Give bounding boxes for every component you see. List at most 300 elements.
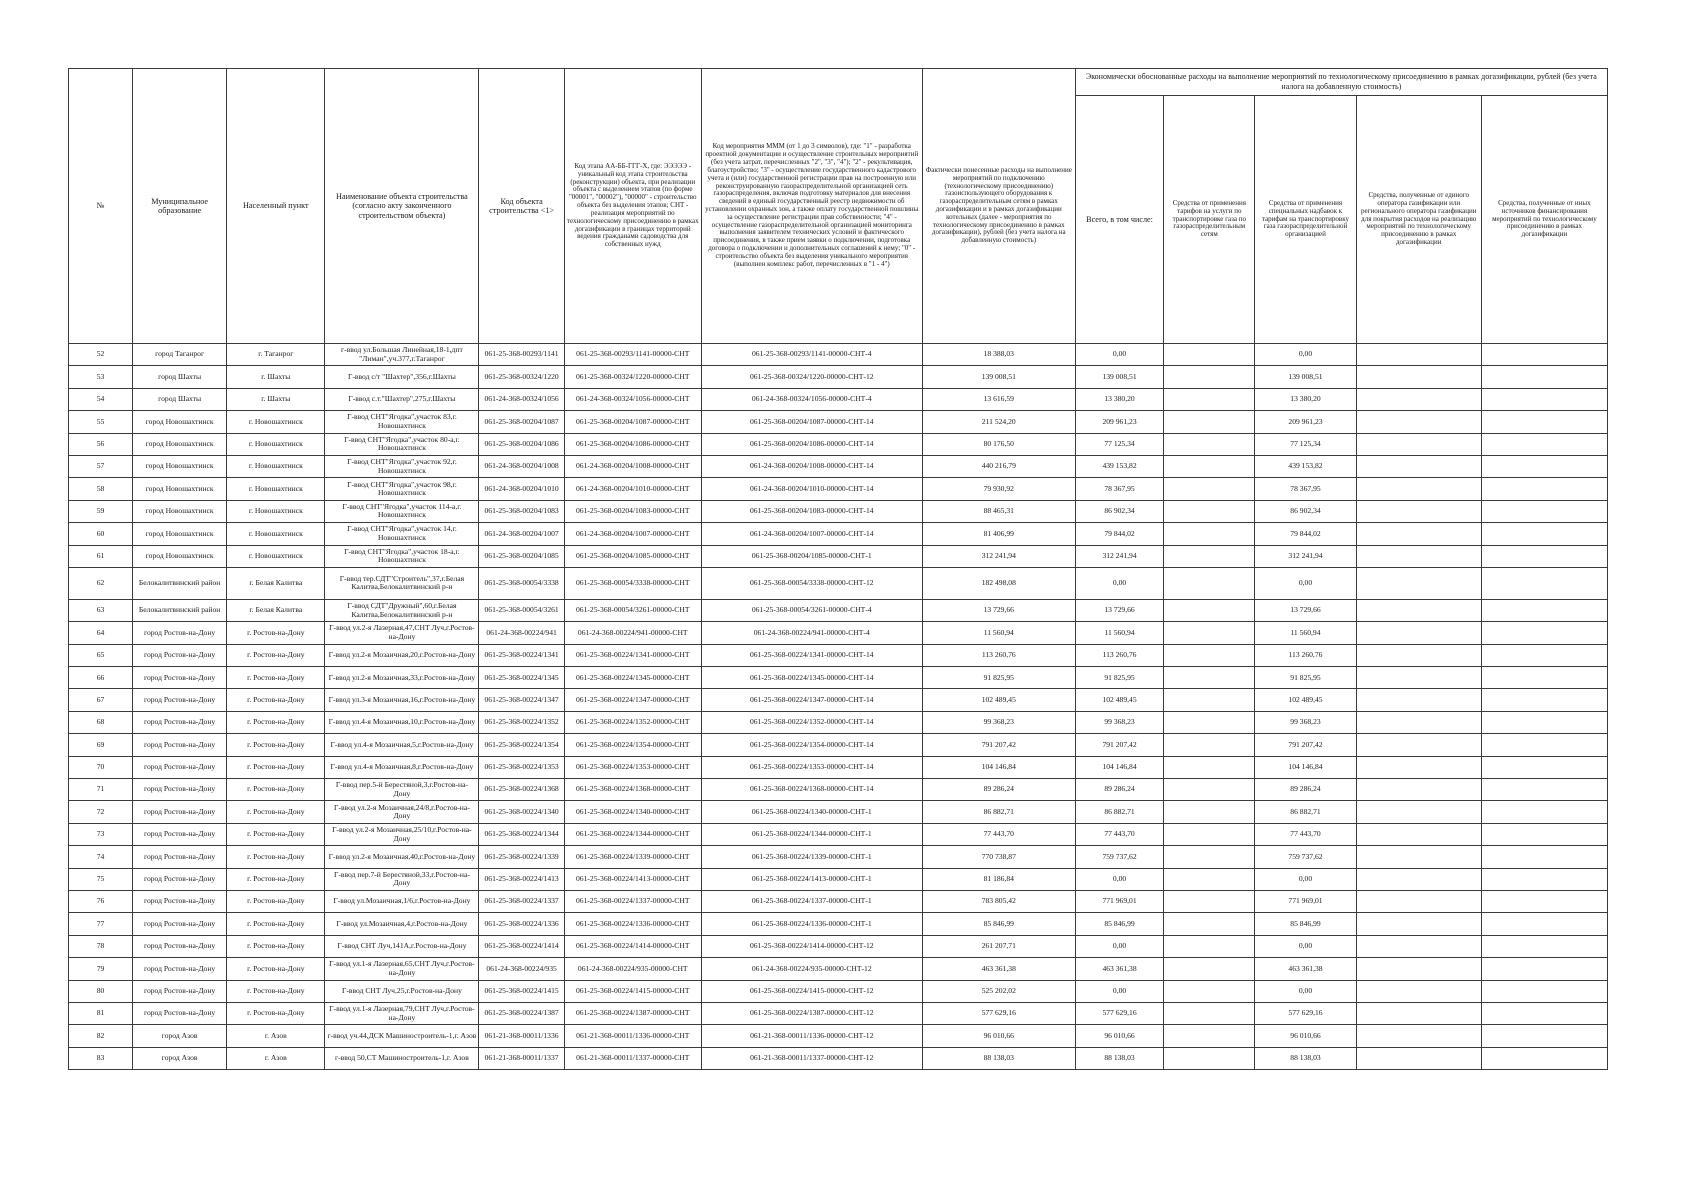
table-row: [69, 823, 1608, 845]
cell-tariff-funds: [1164, 433, 1255, 455]
cell-total: 104 146,84: [1075, 756, 1164, 778]
cell-actual-costs: 525 202,02: [922, 980, 1075, 1002]
cell-municipality: город Шахты: [133, 388, 227, 410]
cell-stage-code: 061-25-368-00224/1413-00000-СНТ: [564, 868, 701, 890]
cell-total: 0,00: [1075, 344, 1164, 366]
table-row: [69, 567, 1608, 599]
cell-municipality: Белокалитвинский район: [133, 599, 227, 621]
cell-object-name: Г-ввод ул.2-я Лазерная,47,СНТ Луч,г.Ростов-на-Дону: [325, 622, 479, 644]
cell-locality: г. Ростов-на-Дону: [227, 801, 325, 823]
col-header-total: Всего, в том числе:: [1075, 96, 1164, 344]
col-header-num: №: [69, 69, 133, 344]
cell-locality: г. Азов: [227, 1025, 325, 1047]
cell-locality: г. Ростов-на-Дону: [227, 980, 325, 1002]
cell-locality: г. Ростов-на-Дону: [227, 868, 325, 890]
cell-total: 77 443,70: [1075, 823, 1164, 845]
cell-total: 102 489,45: [1075, 689, 1164, 711]
cell-object-name: Г-ввод СНТ"Ягодка",участок 80-а,г. Новошахтинск: [325, 433, 479, 455]
cell-total: 312 241,94: [1075, 545, 1164, 567]
table-row: [69, 500, 1608, 522]
cell-operator-funds: [1356, 711, 1481, 733]
cell-total: 88 138,03: [1075, 1047, 1164, 1069]
cell-surcharge-funds: 139 008,51: [1255, 366, 1357, 388]
cell-municipality: город Новошахтинск: [133, 433, 227, 455]
cell-actual-costs: 211 524,20: [922, 411, 1075, 433]
cell-locality: г. Ростов-на-Дону: [227, 1002, 325, 1024]
cell-locality: г. Ростов-на-Дону: [227, 622, 325, 644]
cell-object-code: 061-24-368-00224/935: [479, 958, 564, 980]
cell-total: 86 902,34: [1075, 500, 1164, 522]
cell-surcharge-funds: 791 207,42: [1255, 734, 1357, 756]
table-row: [69, 890, 1608, 912]
table-row: [69, 545, 1608, 567]
cell-stage-code: 061-25-368-00224/1414-00000-СНТ: [564, 935, 701, 957]
cell-surcharge-funds: 463 361,38: [1255, 958, 1357, 980]
cell-object-name: Г-ввод СДТ"Дружный",60,г.Белая Калитва,Белокалитвинский р-н: [325, 599, 479, 621]
cell-event-code: 061-25-368-00224/1341-00000-СНТ-14: [701, 644, 922, 666]
cell-stage-code: 061-21-368-00011/1336-00000-СНТ: [564, 1025, 701, 1047]
cell-num: 67: [69, 689, 133, 711]
cell-locality: г. Новошахтинск: [227, 411, 325, 433]
cell-locality: г. Новошахтинск: [227, 500, 325, 522]
cell-object-code: 061-25-368-00324/1220: [479, 366, 564, 388]
cell-num: 75: [69, 868, 133, 890]
cell-stage-code: 061-25-368-00054/3261-00000-СНТ: [564, 599, 701, 621]
cell-tariff-funds: [1164, 644, 1255, 666]
cell-operator-funds: [1356, 935, 1481, 957]
cell-tariff-funds: [1164, 567, 1255, 599]
col-header-locality: Населенный пункт: [227, 69, 325, 344]
cell-event-code: 061-25-368-00224/1336-00000-СНТ-1: [701, 913, 922, 935]
cell-operator-funds: [1356, 801, 1481, 823]
cell-object-name: Г-ввод СНТ Луч,141А,г.Ростов-на-Дону: [325, 935, 479, 957]
cell-municipality: город Ростов-на-Дону: [133, 689, 227, 711]
cell-actual-costs: 85 846,99: [922, 913, 1075, 935]
table-row: [69, 622, 1608, 644]
cell-actual-costs: 783 805,42: [922, 890, 1075, 912]
cell-surcharge-funds: 77 125,34: [1255, 433, 1357, 455]
cell-object-code: 061-25-368-00204/1083: [479, 500, 564, 522]
cell-locality: г. Новошахтинск: [227, 545, 325, 567]
cell-tariff-funds: [1164, 545, 1255, 567]
cell-surcharge-funds: 13 380,20: [1255, 388, 1357, 410]
cell-municipality: город Ростов-на-Дону: [133, 667, 227, 689]
cell-other-funds: [1481, 846, 1607, 868]
cell-object-name: Г-ввод СНТ"Ягодка",участок 114-а,г. Новошахтинск: [325, 500, 479, 522]
cell-object-name: г-ввод ул.Большая Линейная,18-1,дпт "Лиман",уч.377,г.Таганрог: [325, 344, 479, 366]
cell-operator-funds: [1356, 599, 1481, 621]
cell-other-funds: [1481, 823, 1607, 845]
costs-table: [68, 68, 1608, 1070]
cell-stage-code: 061-25-368-00224/1337-00000-СНТ: [564, 890, 701, 912]
cell-operator-funds: [1356, 433, 1481, 455]
cell-locality: г. Ростов-на-Дону: [227, 913, 325, 935]
cell-other-funds: [1481, 1002, 1607, 1024]
cell-tariff-funds: [1164, 455, 1255, 477]
cell-stage-code: 061-24-368-00224/935-00000-СНТ: [564, 958, 701, 980]
cell-object-name: Г-ввод ул.2-я Мозаичная,40,г.Ростов-на-Дону: [325, 846, 479, 868]
cell-object-code: 061-25-368-00054/3261: [479, 599, 564, 621]
cell-operator-funds: [1356, 890, 1481, 912]
cell-surcharge-funds: 86 882,71: [1255, 801, 1357, 823]
col-header-tariff-funds: Средства от применения тарифов на услуги по транспортировке газа по газораспределительным сетям: [1164, 96, 1255, 344]
cell-total: 91 825,95: [1075, 667, 1164, 689]
cell-municipality: город Ростов-на-Дону: [133, 779, 227, 801]
cell-total: 0,00: [1075, 868, 1164, 890]
cell-num: 80: [69, 980, 133, 1002]
table-row: [69, 644, 1608, 666]
cell-num: 55: [69, 411, 133, 433]
table-row: [69, 1025, 1608, 1047]
cell-event-code: 061-25-368-00224/1337-00000-СНТ-1: [701, 890, 922, 912]
cell-object-code: 061-25-368-00224/1415: [479, 980, 564, 1002]
cell-stage-code: 061-25-368-00204/1086-00000-СНТ: [564, 433, 701, 455]
col-header-actual-costs: Фактически понесенные расходы на выполнение мероприятий по подключению (технологическому присоединению) газоиспользующего оборудования к газораспределительным сетям в рамках догазификации и в рамках догазификации котельных (далее - мероприятия по технологическому присоединению в рамках догазификации), рублей (без учета налога на добавленную стоимость): [922, 69, 1075, 344]
cell-actual-costs: 18 388,03: [922, 344, 1075, 366]
cell-tariff-funds: [1164, 890, 1255, 912]
col-header-event-code: Код мероприятия ММM (от 1 до 3 символов), где: "1" - разработка проектной документации и осуществление строительных мероприятий (без учета затрат, перечисленных "2", "3", "4"); "2" - рекультивация, благоустройство; "3" - осуществление государственного кадастрового учета и (или) государственной регистрации прав на построенную или реконструированную газораспределительной организацией сеть газораспределения, включая подготовку материалов для внесения сведений в единый государственный реестр недвижимости об установлении охранных зон, а также оплату государственной пошлины за осуществление регистрации прав собственности; "4" - осуществление газораспределительной организацией мониторинга выполнения заявителем технических условий и фактического присоединения, в также прием заявки о подключении, подготовка договора о подключении и дополнительных соглашений к нему; "0" - строительство объекта без выделения уникального мероприятия (выполнен комплекс работ, перечисленных в "1 - 4"): [701, 69, 922, 344]
cell-object-code: 061-25-368-00224/1337: [479, 890, 564, 912]
cell-locality: г. Шахты: [227, 366, 325, 388]
table-row: [69, 388, 1608, 410]
cell-tariff-funds: [1164, 958, 1255, 980]
cell-stage-code: 061-25-368-00224/1339-00000-СНТ: [564, 846, 701, 868]
cell-tariff-funds: [1164, 779, 1255, 801]
cell-operator-funds: [1356, 756, 1481, 778]
cell-surcharge-funds: 13 729,66: [1255, 599, 1357, 621]
cell-num: 71: [69, 779, 133, 801]
cell-other-funds: [1481, 779, 1607, 801]
cell-num: 63: [69, 599, 133, 621]
cell-surcharge-funds: 77 443,70: [1255, 823, 1357, 845]
table-row: [69, 667, 1608, 689]
cell-num: 68: [69, 711, 133, 733]
cell-municipality: город Ростов-на-Дону: [133, 958, 227, 980]
cell-other-funds: [1481, 935, 1607, 957]
cell-total: 99 368,23: [1075, 711, 1164, 733]
table-row: [69, 478, 1608, 500]
cell-actual-costs: 440 216,79: [922, 455, 1075, 477]
cell-num: 82: [69, 1025, 133, 1047]
cell-actual-costs: 261 207,71: [922, 935, 1075, 957]
cell-operator-funds: [1356, 478, 1481, 500]
cell-municipality: город Ростов-на-Дону: [133, 711, 227, 733]
cell-actual-costs: 91 825,95: [922, 667, 1075, 689]
cell-event-code: 061-24-368-00204/1008-00000-СНТ-14: [701, 455, 922, 477]
cell-locality: г. Ростов-на-Дону: [227, 644, 325, 666]
cell-total: 439 153,82: [1075, 455, 1164, 477]
cell-actual-costs: 102 489,45: [922, 689, 1075, 711]
cell-stage-code: 061-24-368-00324/1056-00000-СНТ: [564, 388, 701, 410]
cell-operator-funds: [1356, 868, 1481, 890]
cell-object-name: Г-ввод ул.4-я Мозаичная,5,г.Ростов-на-Дону: [325, 734, 479, 756]
cell-surcharge-funds: 0,00: [1255, 935, 1357, 957]
cell-tariff-funds: [1164, 734, 1255, 756]
cell-object-name: Г-ввод ул.1-я Лазерная,79,СНТ Луч,г.Ростов-на-Дону: [325, 1002, 479, 1024]
cell-surcharge-funds: 0,00: [1255, 868, 1357, 890]
cell-object-code: 061-25-368-00224/1339: [479, 846, 564, 868]
cell-locality: г. Ростов-на-Дону: [227, 779, 325, 801]
cell-num: 52: [69, 344, 133, 366]
cell-surcharge-funds: 11 560,94: [1255, 622, 1357, 644]
cell-event-code: 061-21-368-00011/1337-00000-СНТ-12: [701, 1047, 922, 1069]
cell-object-code: 061-25-368-00204/1085: [479, 545, 564, 567]
cell-locality: г. Ростов-на-Дону: [227, 846, 325, 868]
cell-municipality: город Азов: [133, 1025, 227, 1047]
cell-tariff-funds: [1164, 667, 1255, 689]
cell-actual-costs: 104 146,84: [922, 756, 1075, 778]
cell-operator-funds: [1356, 388, 1481, 410]
cell-event-code: 061-24-368-00224/941-00000-СНТ-4: [701, 622, 922, 644]
cell-surcharge-funds: 0,00: [1255, 980, 1357, 1002]
cell-tariff-funds: [1164, 935, 1255, 957]
cell-operator-funds: [1356, 779, 1481, 801]
cell-event-code: 061-25-368-00224/1345-00000-СНТ-14: [701, 667, 922, 689]
cell-object-code: 061-24-368-00204/1010: [479, 478, 564, 500]
cell-total: 13 729,66: [1075, 599, 1164, 621]
cell-locality: г. Новошахтинск: [227, 433, 325, 455]
cell-stage-code: 061-24-368-00224/941-00000-СНТ: [564, 622, 701, 644]
cell-tariff-funds: [1164, 980, 1255, 1002]
cell-object-name: Г-ввод СНТ"Ягодка",участок 98,г. Новошахтинск: [325, 478, 479, 500]
cell-event-code: 061-25-368-00204/1085-00000-СНТ-1: [701, 545, 922, 567]
cell-object-code: 061-25-368-00224/1413: [479, 868, 564, 890]
cell-num: 64: [69, 622, 133, 644]
cell-municipality: город Ростов-на-Дону: [133, 868, 227, 890]
cell-other-funds: [1481, 599, 1607, 621]
cell-surcharge-funds: 577 629,16: [1255, 1002, 1357, 1024]
cell-total: 0,00: [1075, 935, 1164, 957]
cell-tariff-funds: [1164, 846, 1255, 868]
cell-actual-costs: 139 008,51: [922, 366, 1075, 388]
cell-event-code: 061-25-368-00224/1415-00000-СНТ-12: [701, 980, 922, 1002]
cell-municipality: город Таганрог: [133, 344, 227, 366]
cell-total: 139 008,51: [1075, 366, 1164, 388]
cell-actual-costs: 77 443,70: [922, 823, 1075, 845]
table-row: [69, 980, 1608, 1002]
cell-total: 77 125,34: [1075, 433, 1164, 455]
cell-municipality: город Ростов-на-Дону: [133, 644, 227, 666]
cell-actual-costs: 88 138,03: [922, 1047, 1075, 1069]
cell-actual-costs: 96 010,66: [922, 1025, 1075, 1047]
cell-operator-funds: [1356, 823, 1481, 845]
cell-total: 11 560,94: [1075, 622, 1164, 644]
cell-event-code: 061-25-368-00054/3261-00000-СНТ-4: [701, 599, 922, 621]
cell-object-code: 061-25-368-00224/1340: [479, 801, 564, 823]
cell-total: 13 380,20: [1075, 388, 1164, 410]
cell-actual-costs: 791 207,42: [922, 734, 1075, 756]
cell-operator-funds: [1356, 500, 1481, 522]
cell-num: 69: [69, 734, 133, 756]
cell-stage-code: 061-25-368-00224/1415-00000-СНТ: [564, 980, 701, 1002]
cell-object-name: Г-ввод СНТ"Ягодка",участок 18-а,г. Новошахтинск: [325, 545, 479, 567]
cell-object-code: 061-21-368-00011/1337: [479, 1047, 564, 1069]
cell-municipality: город Новошахтинск: [133, 411, 227, 433]
cell-surcharge-funds: 102 489,45: [1255, 689, 1357, 711]
cell-object-name: Г-ввод ул.2-я Мозаичная,33,г.Ростов-на-Дону: [325, 667, 479, 689]
table-row: [69, 599, 1608, 621]
cell-stage-code: 061-24-368-00204/1008-00000-СНТ: [564, 455, 701, 477]
cell-other-funds: [1481, 455, 1607, 477]
cell-actual-costs: 113 260,76: [922, 644, 1075, 666]
cell-operator-funds: [1356, 622, 1481, 644]
cell-total: 463 361,38: [1075, 958, 1164, 980]
cell-stage-code: 061-25-368-00224/1387-00000-СНТ: [564, 1002, 701, 1024]
cell-locality: г. Новошахтинск: [227, 478, 325, 500]
cell-tariff-funds: [1164, 344, 1255, 366]
cell-num: 62: [69, 567, 133, 599]
cell-actual-costs: 13 729,66: [922, 599, 1075, 621]
cell-operator-funds: [1356, 689, 1481, 711]
table-row: [69, 801, 1608, 823]
table-row: [69, 913, 1608, 935]
cell-object-code: 061-25-368-00204/1086: [479, 433, 564, 455]
cell-total: 86 882,71: [1075, 801, 1164, 823]
cell-surcharge-funds: 312 241,94: [1255, 545, 1357, 567]
cell-locality: г. Шахты: [227, 388, 325, 410]
cell-actual-costs: 81 406,99: [922, 523, 1075, 545]
table-row: [69, 689, 1608, 711]
cell-actual-costs: 89 286,24: [922, 779, 1075, 801]
cell-municipality: город Азов: [133, 1047, 227, 1069]
cell-object-code: 061-25-368-00224/1336: [479, 913, 564, 935]
cell-event-code: 061-24-368-00204/1007-00000-СНТ-14: [701, 523, 922, 545]
cell-event-code: 061-25-368-00204/1083-00000-СНТ-14: [701, 500, 922, 522]
cell-tariff-funds: [1164, 913, 1255, 935]
cell-tariff-funds: [1164, 500, 1255, 522]
cell-object-code: 061-21-368-00011/1336: [479, 1025, 564, 1047]
cell-stage-code: 061-25-368-00204/1087-00000-СНТ: [564, 411, 701, 433]
cell-total: 78 367,95: [1075, 478, 1164, 500]
cell-other-funds: [1481, 388, 1607, 410]
cell-municipality: город Ростов-на-Дону: [133, 935, 227, 957]
cell-num: 65: [69, 644, 133, 666]
cell-surcharge-funds: 113 260,76: [1255, 644, 1357, 666]
cell-tariff-funds: [1164, 1002, 1255, 1024]
cell-operator-funds: [1356, 523, 1481, 545]
cell-surcharge-funds: 89 286,24: [1255, 779, 1357, 801]
cell-tariff-funds: [1164, 1025, 1255, 1047]
cell-municipality: город Ростов-на-Дону: [133, 734, 227, 756]
cell-object-code: 061-24-368-00204/1007: [479, 523, 564, 545]
cell-operator-funds: [1356, 913, 1481, 935]
cell-tariff-funds: [1164, 689, 1255, 711]
cell-stage-code: 061-25-368-00054/3338-00000-СНТ: [564, 567, 701, 599]
cell-object-code: 061-25-368-00224/1344: [479, 823, 564, 845]
cell-object-name: г-ввод 50,СТ Машиностроитель-1,г. Азов: [325, 1047, 479, 1069]
cell-event-code: 061-25-368-00204/1087-00000-СНТ-14: [701, 411, 922, 433]
col-header-stage-code: Код этапа АА-ББ-ГГГ-Х, где: ЭЭЭЭЭ - уникальный код этапа строительства (реконструкции) объекта, при реализации объекта с выделением этапов (по форме "00001", "00002"), "00000" - строительство объекта без выделения этапов; СНТ - реализация мероприятий по технологическому присоединению в рамках догазификации в границах территорий ведения гражданами садоводства для собственных нужд: [564, 69, 701, 344]
cell-event-code: 061-25-368-00293/1141-00000-СНТ-4: [701, 344, 922, 366]
cell-operator-funds: [1356, 344, 1481, 366]
cell-event-code: 061-25-368-00204/1086-00000-СНТ-14: [701, 433, 922, 455]
cell-object-code: 061-25-368-00224/1368: [479, 779, 564, 801]
cell-object-name: Г-ввод ул.2-я Мозаичная,24/8,г.Ростов-на-Дону: [325, 801, 479, 823]
cell-object-name: Г-ввод пер.5-й Берестяной,3,г.Ростов-на-Дону: [325, 779, 479, 801]
cell-num: 72: [69, 801, 133, 823]
cell-tariff-funds: [1164, 823, 1255, 845]
cell-operator-funds: [1356, 1002, 1481, 1024]
cell-object-name: Г-ввод СНТ"Ягодка",участок 14,г. Новошахтинск: [325, 523, 479, 545]
col-header-object-code: Код объекта строительства <1>: [479, 69, 564, 344]
cell-actual-costs: 11 560,94: [922, 622, 1075, 644]
cell-stage-code: 061-25-368-00224/1354-00000-СНТ: [564, 734, 701, 756]
cell-municipality: город Новошахтинск: [133, 455, 227, 477]
cell-stage-code: 061-25-368-00224/1336-00000-СНТ: [564, 913, 701, 935]
cell-operator-funds: [1356, 366, 1481, 388]
cell-object-code: 061-25-368-00224/1353: [479, 756, 564, 778]
cell-num: 59: [69, 500, 133, 522]
cell-stage-code: 061-25-368-00224/1341-00000-СНТ: [564, 644, 701, 666]
cell-operator-funds: [1356, 846, 1481, 868]
cell-object-name: Г-ввод СНТ Луч,25,г.Ростов-на-Дону: [325, 980, 479, 1002]
cell-stage-code: 061-25-368-00204/1085-00000-СНТ: [564, 545, 701, 567]
cell-event-code: 061-25-368-00224/1368-00000-СНТ-14: [701, 779, 922, 801]
cell-other-funds: [1481, 567, 1607, 599]
cell-num: 57: [69, 455, 133, 477]
cell-object-name: Г-ввод с/т "Шахтер",356,г.Шахты: [325, 366, 479, 388]
cell-other-funds: [1481, 913, 1607, 935]
cell-object-name: Г-ввод ул.Мозаичная,4,г.Ростов-на-Дону: [325, 913, 479, 935]
cell-other-funds: [1481, 801, 1607, 823]
cell-tariff-funds: [1164, 411, 1255, 433]
cell-tariff-funds: [1164, 1047, 1255, 1069]
cell-locality: г. Ростов-на-Дону: [227, 734, 325, 756]
cell-object-code: 061-25-368-00224/1341: [479, 644, 564, 666]
cell-total: 759 737,62: [1075, 846, 1164, 868]
cell-stage-code: 061-25-368-00224/1344-00000-СНТ: [564, 823, 701, 845]
table-row: [69, 711, 1608, 733]
cell-operator-funds: [1356, 545, 1481, 567]
cell-event-code: 061-25-368-00224/1414-00000-СНТ-12: [701, 935, 922, 957]
cell-object-name: Г-ввод ул.Мозаичная,1/6,г.Ростов-на-Дону: [325, 890, 479, 912]
cell-event-code: 061-25-368-00224/1352-00000-СНТ-14: [701, 711, 922, 733]
table-row: [69, 366, 1608, 388]
cell-municipality: город Ростов-на-Дону: [133, 1002, 227, 1024]
cell-locality: г. Новошахтинск: [227, 523, 325, 545]
cell-stage-code: 061-25-368-00224/1352-00000-СНТ: [564, 711, 701, 733]
cell-object-name: Г-ввод пер.7-й Берестяной,33,г.Ростов-на-Дону: [325, 868, 479, 890]
cell-stage-code: 061-21-368-00011/1337-00000-СНТ: [564, 1047, 701, 1069]
cell-other-funds: [1481, 689, 1607, 711]
cell-object-name: г-ввод уч.44,ДСК Машиностроитель-1,г. Азов: [325, 1025, 479, 1047]
cell-actual-costs: 770 738,87: [922, 846, 1075, 868]
cell-object-code: 061-25-368-00224/1354: [479, 734, 564, 756]
cell-other-funds: [1481, 1025, 1607, 1047]
cell-locality: г. Ростов-на-Дону: [227, 756, 325, 778]
cell-tariff-funds: [1164, 868, 1255, 890]
cell-total: 577 629,16: [1075, 1002, 1164, 1024]
cell-actual-costs: 80 176,50: [922, 433, 1075, 455]
cell-tariff-funds: [1164, 599, 1255, 621]
cell-tariff-funds: [1164, 478, 1255, 500]
cell-municipality: город Новошахтинск: [133, 545, 227, 567]
cell-actual-costs: 86 882,71: [922, 801, 1075, 823]
cell-num: 61: [69, 545, 133, 567]
cell-locality: г. Ростов-на-Дону: [227, 958, 325, 980]
cell-other-funds: [1481, 644, 1607, 666]
table-row: [69, 411, 1608, 433]
cell-locality: г. Ростов-на-Дону: [227, 689, 325, 711]
cell-operator-funds: [1356, 1025, 1481, 1047]
col-header-municipality: Муниципальное образование: [133, 69, 227, 344]
cell-total: 771 969,01: [1075, 890, 1164, 912]
cell-municipality: город Ростов-на-Дону: [133, 890, 227, 912]
cell-object-name: Г-ввод СНТ"Ягодка",участок 83,г. Новошахтинск: [325, 411, 479, 433]
cell-object-code: 061-24-368-00324/1056: [479, 388, 564, 410]
cell-actual-costs: 577 629,16: [922, 1002, 1075, 1024]
cell-other-funds: [1481, 545, 1607, 567]
